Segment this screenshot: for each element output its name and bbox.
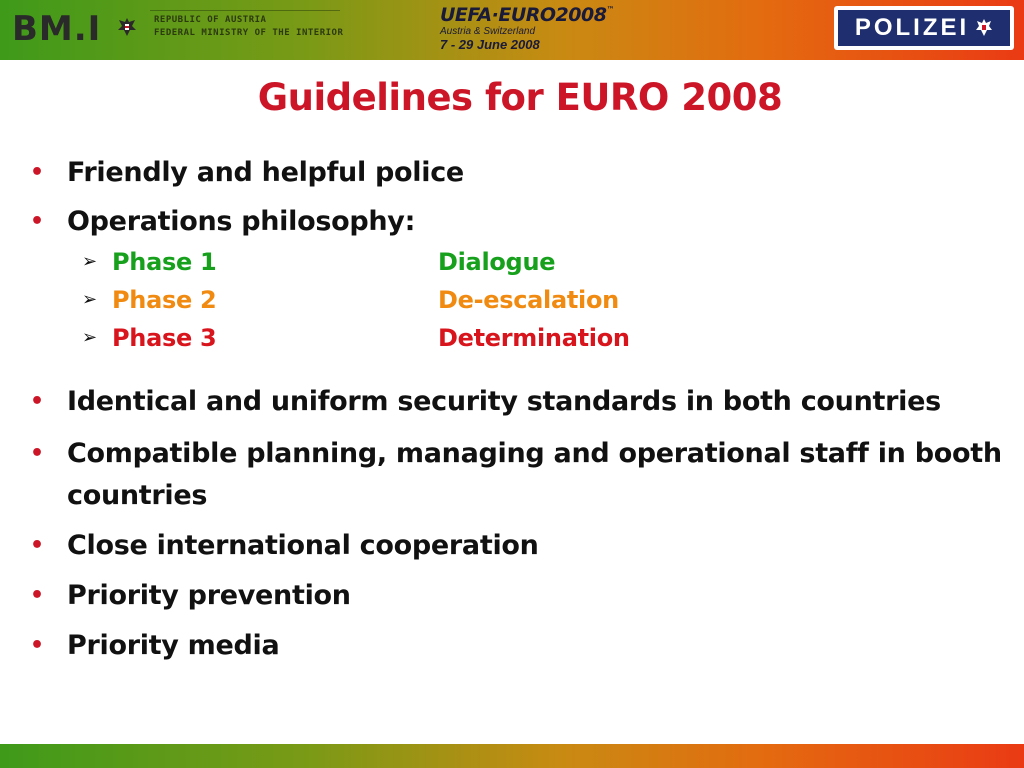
phase-item: [30, 281, 1024, 319]
bullet-text: Priority media: [67, 630, 280, 661]
bullet-item: [30, 152, 1024, 194]
bullet-text: Compatible planning, managing and operational staff in booth countries: [67, 438, 1002, 511]
arrow-icon: ➢: [82, 289, 97, 310]
bmi-logo: BM.I: [12, 9, 102, 49]
bullet-item: [30, 575, 1024, 617]
bullet-dot: •: [30, 533, 44, 558]
phase-name: Phase 1: [112, 248, 217, 276]
bullet-dot: •: [30, 209, 44, 234]
arrow-icon: ➢: [82, 327, 97, 348]
austrian-eagle-icon: [116, 16, 138, 38]
header-banner: [0, 0, 1024, 60]
polizei-badge: [834, 6, 1014, 50]
phase-name: Phase 3: [112, 324, 217, 352]
ministry-divider: [150, 10, 340, 11]
phase-label: Dialogue: [438, 248, 556, 276]
bullet-dot: •: [30, 160, 44, 185]
bullet-dot: •: [30, 583, 44, 608]
bullet-dot: •: [30, 441, 44, 466]
euro-host-countries: Austria & Switzerland: [440, 26, 536, 37]
ministry-line-2: FEDERAL MINISTRY OF THE INTERIOR: [154, 28, 344, 38]
bullet-text: Operations philosophy:: [67, 206, 416, 237]
phase-item: [30, 319, 1024, 357]
phase-label: Determination: [438, 324, 630, 352]
bullet-item: [30, 525, 1024, 567]
footer-banner: [0, 744, 1024, 768]
bullet-dot: •: [30, 389, 44, 414]
police-eagle-icon: [975, 18, 993, 38]
phase-item: [30, 243, 1024, 281]
bullet-dot: •: [30, 633, 44, 658]
phase-label: De-escalation: [438, 286, 619, 314]
slide-title: Guidelines for EURO 2008: [257, 76, 783, 119]
polizei-label: POLIZEI: [854, 14, 970, 41]
arrow-icon: ➢: [82, 251, 97, 272]
bullet-item: [30, 381, 1024, 423]
ministry-line-1: REPUBLIC OF AUSTRIA: [154, 15, 267, 25]
ministry-label: [154, 14, 343, 40]
euro-title: UEFA·EURO2008™: [440, 4, 614, 26]
polizei-badge-inner: [838, 10, 1010, 46]
euro2008-logo: [440, 6, 614, 51]
bullet-item: [30, 625, 1024, 667]
bullet-text: Friendly and helpful police: [67, 157, 464, 188]
euro-dates: 7 - 29 June 2008: [440, 37, 540, 52]
bullet-text: Identical and uniform security standards in both countries: [67, 386, 941, 417]
bullet-text: Priority prevention: [67, 580, 351, 611]
bullet-item: [30, 201, 1024, 243]
bullet-list: [30, 152, 1024, 667]
bullet-item: [30, 433, 1024, 517]
phase-name: Phase 2: [112, 286, 217, 314]
bullet-text: Close international cooperation: [67, 530, 539, 561]
